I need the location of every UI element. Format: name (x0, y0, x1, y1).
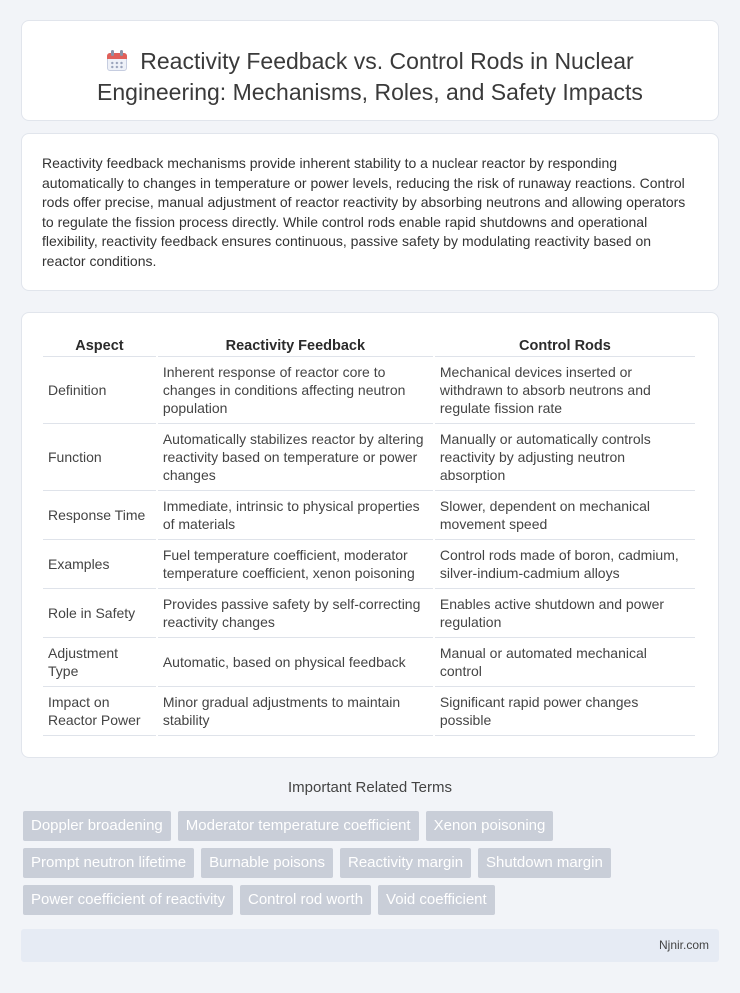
table-cell: Mechanical devices inserted or withdrawn to absorb neutrons and regulate fission rate (435, 357, 695, 424)
table-cell: Role in Safety (43, 589, 156, 638)
related-term-tag[interactable]: Shutdown margin (478, 848, 611, 878)
title-line-2: Engineering: Mechanisms, Roles, and Safety Impacts (97, 79, 643, 105)
table-cell: Automatically stabilizes reactor by altering reactivity based on temperature or power changes (158, 424, 433, 491)
table-row (43, 589, 695, 638)
comparison-table-card (21, 312, 719, 758)
comparison-table (41, 331, 697, 736)
footer-site-link[interactable]: Njnir.com (658, 938, 709, 952)
table-row (43, 424, 695, 491)
header-aspect: Aspect (43, 331, 156, 357)
table-cell: Definition (43, 357, 156, 424)
table-cell: Adjustment Type (43, 638, 156, 687)
table-cell: Manual or automated mechanical control (435, 638, 695, 687)
related-term-tag[interactable]: Moderator temperature coefficient (178, 811, 419, 841)
header-control-rods: Control Rods (435, 331, 695, 357)
related-term-tag[interactable]: Void coefficient (378, 885, 495, 915)
title-line-1: Reactivity Feedback vs. Control Rods in Nuclear (140, 48, 634, 74)
table-row (43, 687, 695, 736)
table-cell: Examples (43, 540, 156, 589)
related-term-tag[interactable]: Burnable poisons (201, 848, 333, 878)
table-cell: Slower, dependent on mechanical movement speed (435, 491, 695, 540)
table-cell: Automatic, based on physical feedback (158, 638, 433, 687)
related-term-tag[interactable]: Power coefficient of reactivity (23, 885, 233, 915)
table-cell: Fuel temperature coefficient, moderator temperature coefficient, xenon poisoning (158, 540, 433, 589)
table-cell: Enables active shutdown and power regulation (435, 589, 695, 638)
related-terms-list (23, 811, 723, 922)
table-cell: Impact on Reactor Power (43, 687, 156, 736)
table-row (43, 491, 695, 540)
related-term-tag[interactable]: Reactivity margin (340, 848, 471, 878)
table-row (43, 638, 695, 687)
calendar-icon (106, 50, 128, 72)
table-cell: Significant rapid power changes possible (435, 687, 695, 736)
table-cell: Control rods made of boron, cadmium, silver-indium-cadmium alloys (435, 540, 695, 589)
table-cell: Function (43, 424, 156, 491)
table-cell: Response Time (43, 491, 156, 540)
summary-card (21, 133, 719, 291)
table-row (43, 357, 695, 424)
page-title (22, 46, 718, 77)
table-cell: Manually or automatically controls reactivity by adjusting neutron absorption (435, 424, 695, 491)
related-terms-title: Important Related Terms (288, 779, 452, 796)
table-cell: Provides passive safety by self-correcting reactivity changes (158, 589, 433, 638)
table-cell: Inherent response of reactor core to changes in conditions affecting neutron population (158, 357, 433, 424)
title-card (21, 20, 719, 121)
header-reactivity-feedback: Reactivity Feedback (158, 331, 433, 357)
table-row (43, 540, 695, 589)
table-cell: Minor gradual adjustments to maintain stability (158, 687, 433, 736)
related-term-tag[interactable]: Doppler broadening (23, 811, 171, 841)
footer (21, 929, 719, 962)
related-term-tag[interactable]: Control rod worth (240, 885, 371, 915)
table-cell: Immediate, intrinsic to physical properties of materials (158, 491, 433, 540)
summary-text: Reactivity feedback mechanisms provide inherent stability to a nuclear reactor by responding automatically to changes in temperature or power levels, reducing the risk of runaway reactions. Control rods offer precise, manual adjustment of reactor reactivity by absorbing neutrons and allowing operators to regulate the fission process directly. While control rods enable rapid shutdowns and operational flexibility, reactivity feedback ensures continuous, passive safety by modulating reactivity based on reactor conditions. (42, 155, 686, 269)
table-header-row (43, 331, 695, 357)
related-term-tag[interactable]: Prompt neutron lifetime (23, 848, 194, 878)
related-term-tag[interactable]: Xenon poisoning (426, 811, 554, 841)
